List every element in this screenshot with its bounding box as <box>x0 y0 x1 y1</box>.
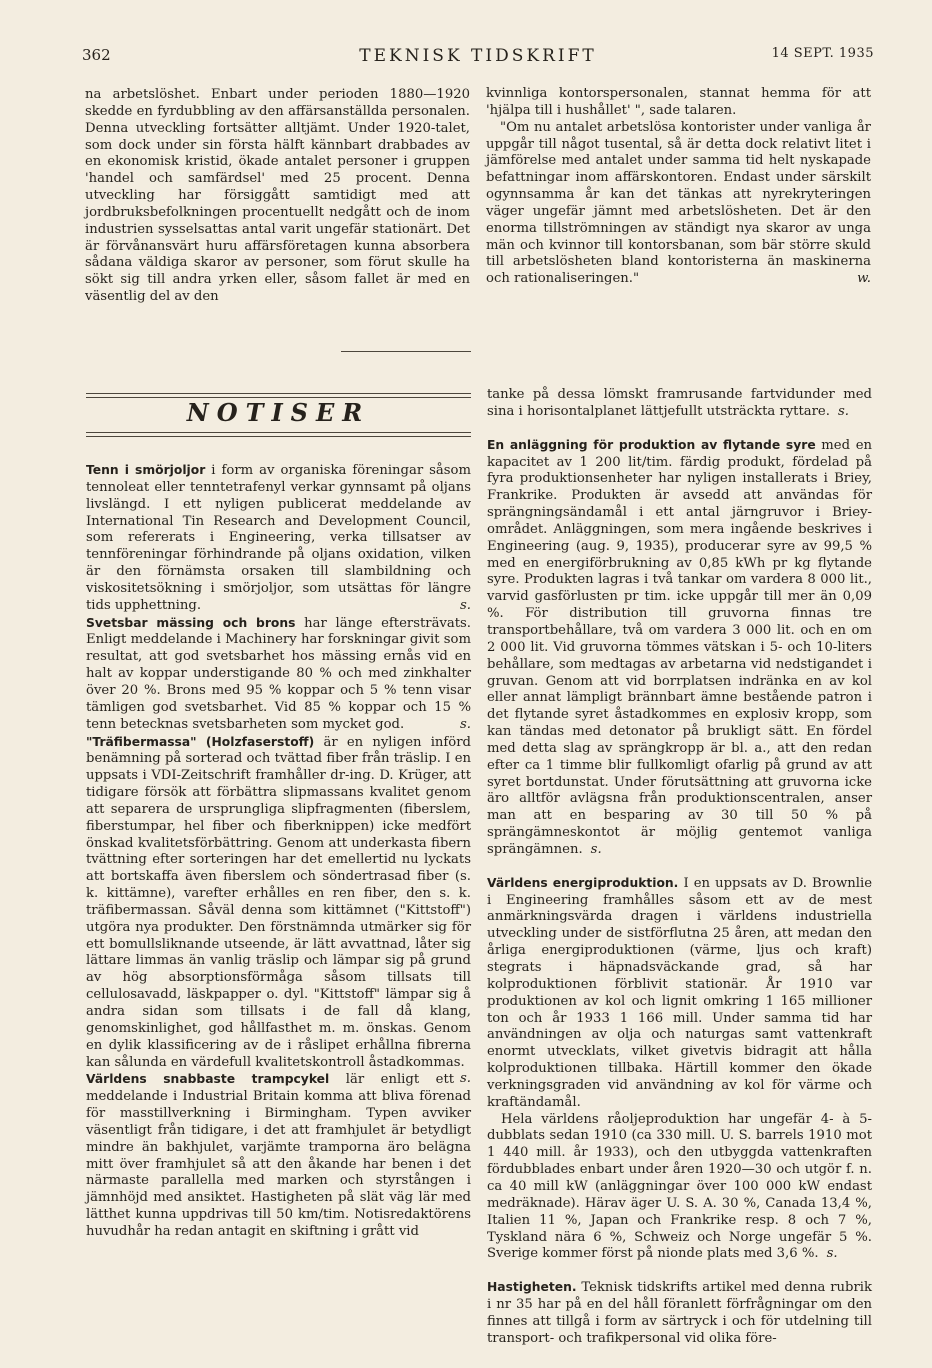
notis-trampcykel-continued <box>487 387 872 421</box>
notis-trampcykel <box>86 1071 471 1240</box>
notis-body-2: Hela världens råoljeproduktion har ungefär 4- à 5-dubblats sedan 1910 (ca 330 mill. U. S. barrels 1910 mot 1 440 mill. år 1933), och den utbyggda vattenkraften fördubblades enbart under åren 1920—30 och utgör f. n. ca 40 mill kW (anläggningar över 100 000 kW endast medräknade). Härav äger U. S. A. 30 %, Canada 13,4 %, Italien 11 %, Japan och Frankrike resp. 8 och 7 %, Tyskland nära 6 %, Schweiz och Norge ungefär 5 %. Sverige kommer först på nionde plats med 3,6 %. <box>487 1111 872 1262</box>
notis-flytande-syre <box>487 437 872 859</box>
issue-date: 14 SEPT. 1935 <box>771 46 874 61</box>
notis-signature: s. <box>826 1246 838 1262</box>
article-left-column <box>85 87 470 306</box>
notiser-rule-bottom-inner <box>86 436 471 437</box>
notis-body: lär enligt ett meddelande i Industrial Britain komma att bliva förenad för masstillverkning i Birmingham. Typen avviker väsentligt från tidigare, i det att framhjulet är betydligt mindre än bakhjulet, varjämte tramporna äro belägna mitt över framhjulet så att den åkande har benen i det närmaste parallella med marken och styrstången i jämnhöjd med ansiktet. Hastigheten på slät väg lär med lätthet kunna uppdrivas till 50 km/tim. Notisredaktörens huvudhår ha redan antagit en skiftning i grått vid <box>86 1072 471 1239</box>
notis-signature: s. <box>460 716 471 732</box>
notis-heading: "Träfibermassa" (Holzfaserstoff) <box>86 734 315 749</box>
article-right-paragraph-1: kvinnliga kontorspersonalen, stannat hemma för att 'hjälpa till i hushållet' ", sade talaren. <box>486 86 871 118</box>
notis-signature: s. <box>460 1071 471 1087</box>
notis-body: med en kapacitet av 1 200 lit/tim. färdig produkt, fördelad på fyra produktionsenheter har nyligen installerats i Briey, Frankrike. Produkten är avsedd att användas för sprängningsändamål i ett antal järngruvor i Briey-området. Anläggningen, som mera ingående beskrives i Engineering (aug. 9, 1935), producerar syre av 99,5 % med en energiförbrukning av 0,85 kWh pr kg flytande syre. Produkten lagras i två tankar om vardera 8 000 lit., varvid gasförlusten pr tim. icke uppgår till mer än 0,09 %. För distribution till gruvorna finnas tre transportbehållare, två om vardera 3 000 lit. och en om 2 000 lit. Vid gruvorna tömmes vätskan i 5- och 10-liters behållare, som medtagas av arbetarna vid nedstigandet i gruvan. Genom att vid borrplatsen indränka en av kol eller annat lämpligt brännbart ämne bestående patron i det flytande syret åstadkommes en explosiv kropp, som kan tändas med detonator på brukligt sätt. En fördel med detta slag av sprängkropp är bl. a., att den redan efter ca 1 timme blir fullkomligt ofarlig på grund av att syret bortdunstat. Under förutsättning att gruvorna icke äro alltför avlägsna från produktionscentralen, anser man att en besparing av 30 till 50 % på sprängämneskontot är möjlig gentemot vanliga sprängämnen. <box>487 437 872 857</box>
notiser-rule-bottom <box>86 432 471 433</box>
article-end-separator <box>341 351 471 352</box>
notis-heading: Hastigheten. <box>487 1280 577 1295</box>
notis-body: Teknisk tidskrifts artikel med denna rubrik i nr 35 har på en del håll föranlett förfrågningar om den finnes att tillgå i form av särtryck i och för utdelning till transport- och trafikpersonal vid olika före- <box>487 1280 872 1346</box>
page-header <box>82 46 874 70</box>
notis-body: i form av organiska föreningar såsom tennoleat eller tenntetrafenyl verkar gynnsamt på oljans livslängd. I ett nyligen publicerat meddelande av International Tin Research and Development Council, som refererats i Engineering, verka tillsatser av tennföreningar förhindrande på oljans oxidation, vilken är den förnämsta orsaken till slambildning och viskositetsökning i smörjoljor, som utsättas för längre tids upphettning. <box>86 463 471 613</box>
notis-heading: Världens energiproduktion. <box>487 875 679 890</box>
notiser-right-column <box>487 387 872 1348</box>
notis-heading: Tenn i smörjoljor <box>86 463 206 477</box>
notis-hastigheten <box>487 1279 872 1347</box>
notis-signature: s. <box>460 597 471 613</box>
notis-signature: s. <box>590 841 602 857</box>
article-quote-text: "Om nu antalet arbetslösa kontorister under vanliga år uppgår till något tusental, så är detta dock relativt litet i jämförelse med antalet under samma tid helt nyskapade befattningar inom affärskontoren. Endast under särskilt ogynnsamma år kan det tänkas att nyrekryteringen väger ungefär jämnt med arbetslösheten. Det är den enorma tillströmningen av ständigt nya skaror av unga män och kvinnor till kontorsbanan, som bär större skuld till arbetslösheten bland kontoristerna än maskinerna och rationaliseringen." <box>486 119 871 287</box>
notiser-heading: NOTISER <box>186 398 371 427</box>
page-number: 362 <box>82 46 111 64</box>
article-right-column <box>486 86 871 288</box>
article-signature: w. <box>857 271 871 287</box>
article-right-paragraph-2 <box>486 120 871 288</box>
notis-signature: s. <box>837 403 849 419</box>
notis-heading: Svetsbar mässing och brons <box>86 615 296 630</box>
notis-body: tanke på dessa lömskt framrusande fartvidunder med sina i horisontalplanet lättjefullt utsträckta ryttare. <box>487 387 872 419</box>
notis-tenn <box>86 462 471 615</box>
notis-body: har länge eftersträvats. Enligt meddelande i Machinery har forskningar givit som resultat, att god svetsbarhet hos mässing ernås vid en halt av koppar understigande 80 % och med zinkhalter över 20 %. Brons med 95 % koppar och 5 % tenn visar tämligen god svetsbarhet. Vid 85 % koppar och 15 % tenn betecknas svetsbarheten som mycket god. <box>86 615 471 732</box>
notis-paragraph <box>487 875 872 1112</box>
notis-heading: En anläggning för produktion av flytande syre <box>487 437 816 452</box>
notiser-left-column <box>86 462 471 1241</box>
journal-title: TEKNISK TIDSKRIFT <box>359 46 597 66</box>
notis-heading: Världens snabbaste trampcykel <box>86 1072 330 1087</box>
article-left-text: na arbetslöshet. Enbart under perioden 1880—1920 skedde en fyrdubbling av den affärsanställda personalen. Denna utveckling fortsätter alltjämt. Under 1920-talet, som dock under sin första hälft kännbart drabbades av en ekonomisk kristid, ökade antalet personer i gruppen 'handel och samfärdsel' med 25 procent. Denna utveckling har försiggått samtidigt med att jordbruksbefolkningen procentuellt nedgått och de inom industrien sysselsattas antal varit ungefär stationärt. Det är förvånansvärt huru affärsföretagen kunna absorbera sådana väldiga skaror av personer, som förut skulle ha sökt sig till andra yrken eller, såsom fallet är med en väsentlig del av den <box>85 87 470 305</box>
notiser-rule-top <box>86 393 471 394</box>
notis-body: är en nyligen införd benämning på sorterad och tvättad fiber från träslip. I en uppsats i VDI-Zeitschrift framhåller dr-ing. D. Krüger, att tidigare försök att förbättra slipmassans kvalitet genom att separera de ursprungliga slipfragmenten (fiberslem, fiberstumpar, hel fiber och fiberknippen) icke medfört önskad kvalitetsförbättring. Genom att underkasta fibern tvättning efter sorteringen har det emellertid nu lyckats att bortskaffa även fiberslem och söndertrasad fiber (s. k. kittämne), varefter erhålles en ren fiber, den s. k. träfibermassan. Såväl denna som kittämnet ("Kittstoff") utgöra nya produkter. Den förstnämnda utmärker sig för ett bomullsliknande utseende, är lätt avvattnad, låter sig lättare limmas än vanlig träslip och lämpar sig på grund av hög absorptionsförmåga såsom tillsats till cellulosavadd, läskpapper o. dyl. "Kittstoff" lämpar sig å andra sidan som tillsats i de fall då klang, genomskinlighet, god hållfasthet m. m. önskas. Genom en dylik klassificering av de i råslipet erhållna fibrerna kan sålunda en värdefull kvalitetskontroll åstadkommas. <box>86 734 471 1070</box>
notis-paragraph <box>487 1112 872 1264</box>
notis-body: I en uppsats av D. Brownlie i Engineering framhålles såsom ett av de mest anmärkningsvärda dragen i världens industriella utveckling under de sistförflutna 25 åren, att medan den årliga energiproduktionen (värme, ljus och kraft) stegrats i häpnadsväckande grad, så har kolproduktionen förblivit stationär. År 1910 var produktionen av kol och lignit omkring 1 165 millioner ton och år 1933 1 166 mill. Under samma tid har användningen av olja och naturgas samt vattenkraft enormt utvecklats, vilket givetvis bidragit att hålla kolproduktionen tillbaka. Härtill kommer den ökade verkningsgraden vid användning av kol för värme och kraftändamål. <box>487 875 873 1110</box>
notis-svetsbar <box>86 615 471 734</box>
notis-energiproduktion <box>487 875 872 1263</box>
